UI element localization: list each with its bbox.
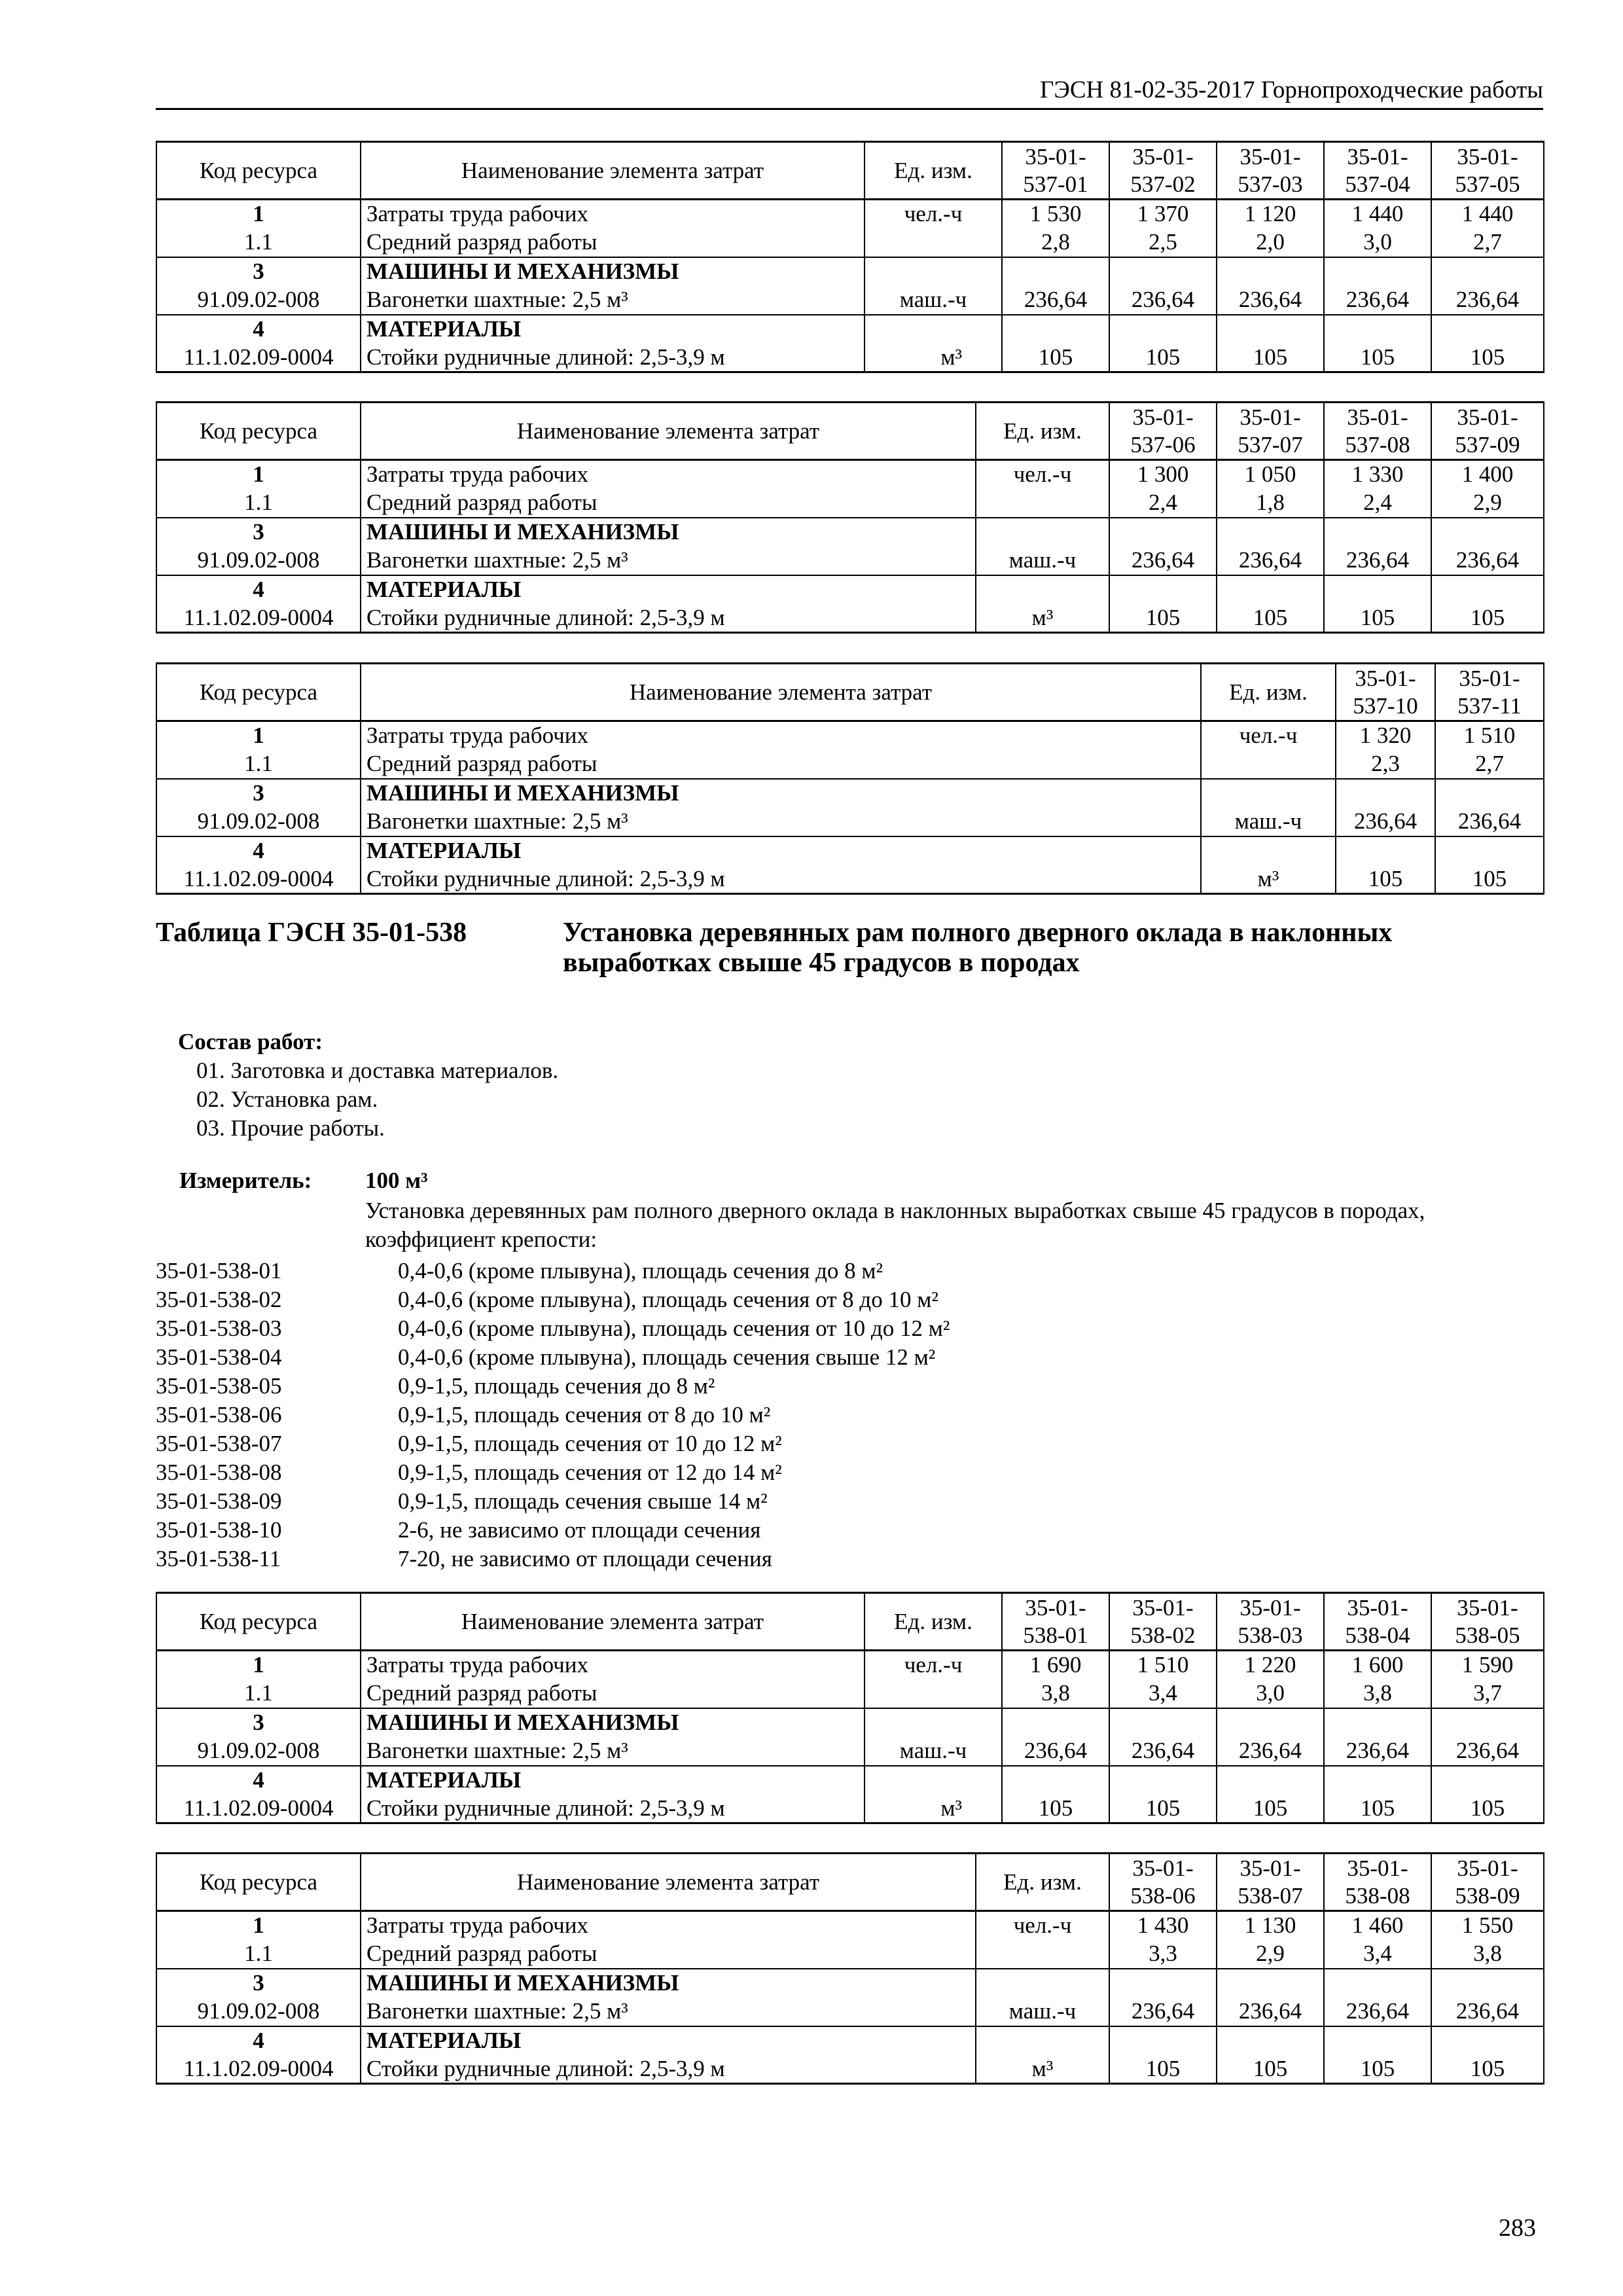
cell-value: 105 — [1217, 1795, 1324, 1823]
item-description: 0,4-0,6 (кроме плывуна), площадь сечения от 10 до 12 м² — [398, 1316, 950, 1341]
resource-code: 11.1.02.09-0004 — [156, 344, 361, 372]
resource-code: 11.1.02.09-0004 — [156, 865, 361, 894]
cell-value: 105 — [1217, 344, 1324, 372]
item-code: 35-01-538-08 — [156, 1460, 282, 1485]
cell-value: 105 — [1002, 1795, 1109, 1823]
resource-code: 11.1.02.09-0004 — [156, 2055, 361, 2084]
cell-value: 2,3 — [1336, 750, 1435, 779]
resource-table-2 — [156, 401, 1544, 634]
cell-value: 1 510 — [1109, 1651, 1217, 1679]
resource-name: Стойки рудничные длиной: 2,5-3,9 м — [361, 604, 976, 633]
cell-value: 105 — [1431, 2055, 1544, 2084]
cell-value: 3,8 — [1002, 1679, 1109, 1708]
cell-value: 105 — [1431, 604, 1544, 633]
table-row-wagon — [156, 808, 1544, 836]
cell-value: 3,3 — [1109, 1940, 1217, 1969]
cell-value: 3,0 — [1217, 1679, 1324, 1708]
col-header-unit: Ед. изм. — [1201, 664, 1336, 721]
cell-value: 105 — [1109, 604, 1217, 633]
resource-name: Средний разряд работы — [361, 1679, 865, 1708]
col-header-code-value: 35-01-538-08 — [1324, 1854, 1431, 1911]
meter-description: Установка деревянных рам полного дверного оклада в наклонных выработках свыше 45 градусов в породах, коэффициент крепости: — [365, 1198, 1425, 1252]
cell-value: 236,64 — [1109, 547, 1217, 575]
col-header-code-value: 35-01-538-07 — [1217, 1854, 1324, 1911]
resource-group-name: МАШИНЫ И МЕХАНИЗМЫ — [361, 518, 976, 547]
resource-unit: чел.-ч — [1201, 721, 1336, 750]
cell-value: 2,5 — [1109, 228, 1217, 257]
resource-group-name: МАТЕРИАЛЫ — [361, 575, 976, 604]
cell-value: 105 — [1431, 1795, 1544, 1823]
resource-code: 4 — [156, 2026, 361, 2055]
page-number: 283 — [1499, 2214, 1536, 2242]
cell-value: 105 — [1109, 2055, 1217, 2084]
item-code: 35-01-538-06 — [156, 1402, 282, 1427]
resource-unit — [865, 1679, 1002, 1708]
composition-item: 02. Установка рам. — [196, 1086, 378, 1112]
col-header-code-value: 35-01-538-05 — [1431, 1593, 1544, 1651]
item-code: 35-01-538-10 — [156, 1517, 282, 1543]
resource-name: Вагонетки шахтные: 2,5 м³ — [361, 1737, 865, 1766]
resource-name: Стойки рудничные длиной: 2,5-3,9 м — [361, 1795, 865, 1823]
resource-group-name: МАТЕРИАЛЫ — [361, 836, 1201, 865]
item-code: 35-01-538-01 — [156, 1258, 282, 1283]
col-header-unit: Ед. изм. — [976, 1854, 1109, 1911]
cell-value: 1 690 — [1002, 1651, 1109, 1679]
cell-value: 236,64 — [1324, 1998, 1431, 2026]
col-header-code-value: 35-01-537-07 — [1217, 403, 1324, 460]
cell-value: 1 590 — [1431, 1651, 1544, 1679]
resource-code: 4 — [156, 836, 361, 865]
resource-unit: м³ — [976, 2055, 1109, 2084]
table-row-labor — [156, 1911, 1544, 1940]
resource-code: 4 — [156, 575, 361, 604]
cell-value: 105 — [1324, 1795, 1431, 1823]
composition-item: 03. Прочие работы. — [196, 1115, 385, 1141]
running-header: ГЭСН 81-02-35-2017 Горнопроходческие работы — [156, 77, 1543, 110]
resource-code: 1 — [156, 721, 361, 750]
cell-value: 1 440 — [1324, 200, 1431, 228]
col-header-name: Наименование элемента затрат — [361, 403, 976, 460]
resource-name: Средний разряд работы — [361, 750, 1201, 779]
table-row-wagon — [156, 1998, 1544, 2026]
item-code: 35-01-538-04 — [156, 1344, 282, 1370]
col-header-code-value: 35-01-537-11 — [1435, 664, 1544, 721]
resource-unit: чел.-ч — [865, 1651, 1002, 1679]
col-header-code: Код ресурса — [156, 403, 361, 460]
resource-unit — [1201, 750, 1336, 779]
cell-value: 236,64 — [1217, 547, 1324, 575]
item-description: 2-6, не зависимо от площади сечения — [398, 1517, 761, 1543]
resource-unit: м³ — [865, 1795, 1002, 1823]
cell-value: 105 — [1002, 344, 1109, 372]
item-description: 0,9-1,5, площадь сечения от 8 до 10 м² — [398, 1402, 771, 1427]
col-header-code-value: 35-01-537-09 — [1431, 403, 1544, 460]
item-description: 0,9-1,5, площадь сечения от 10 до 12 м² — [398, 1431, 782, 1456]
table-row-materials — [156, 315, 1544, 344]
resource-group-name: МАТЕРИАЛЫ — [361, 315, 865, 344]
cell-value: 1 130 — [1217, 1911, 1324, 1940]
table-row-props — [156, 2055, 1544, 2084]
resource-code: 1 — [156, 1651, 361, 1679]
cell-value: 236,64 — [1217, 1737, 1324, 1766]
cell-value: 1,8 — [1217, 489, 1324, 518]
resource-code: 3 — [156, 1708, 361, 1737]
cell-value: 236,64 — [1109, 1737, 1217, 1766]
item-description: 0,4-0,6 (кроме плывуна), площадь сечения до 8 м² — [398, 1258, 883, 1283]
resource-name: Вагонетки шахтные: 2,5 м³ — [361, 286, 865, 315]
work-composition — [178, 1028, 558, 1143]
resource-name: Средний разряд работы — [361, 228, 865, 257]
col-header-code-value: 35-01-538-01 — [1002, 1593, 1109, 1651]
col-header-name: Наименование элемента затрат — [361, 664, 1201, 721]
resource-name: Затраты труда рабочих — [361, 1651, 865, 1679]
table-row-labor — [156, 1651, 1544, 1679]
item-description: 0,9-1,5, площадь сечения от 12 до 14 м² — [398, 1460, 782, 1485]
resource-unit — [976, 489, 1109, 518]
cell-value: 105 — [1435, 865, 1544, 894]
resource-code: 3 — [156, 779, 361, 808]
resource-code: 11.1.02.09-0004 — [156, 1795, 361, 1823]
meter-value: 100 м³ — [365, 1168, 428, 1193]
resource-name: Вагонетки шахтные: 2,5 м³ — [361, 1998, 976, 2026]
col-header-code-value: 35-01-537-05 — [1431, 142, 1544, 200]
table-row-materials — [156, 1766, 1544, 1795]
resource-code: 11.1.02.09-0004 — [156, 604, 361, 633]
cell-value: 1 370 — [1109, 200, 1217, 228]
table-row-wagon — [156, 547, 1544, 575]
composition-heading: Состав работ: — [178, 1029, 323, 1054]
table-header-row — [156, 1593, 1544, 1651]
resource-name: Затраты труда рабочих — [361, 721, 1201, 750]
table-row-wagon — [156, 1737, 1544, 1766]
col-header-code-value: 35-01-538-02 — [1109, 1593, 1217, 1651]
item-code: 35-01-538-07 — [156, 1431, 282, 1456]
table-row-grade — [156, 1940, 1544, 1969]
cell-value: 2,4 — [1324, 489, 1431, 518]
cell-value: 1 120 — [1217, 200, 1324, 228]
col-header-code-value: 35-01-537-01 — [1002, 142, 1109, 200]
cell-value: 236,64 — [1109, 286, 1217, 315]
col-header-name: Наименование элемента затрат — [361, 1593, 865, 1651]
cell-value: 3,8 — [1324, 1679, 1431, 1708]
col-header-unit: Ед. изм. — [865, 142, 1002, 200]
cell-value: 236,64 — [1435, 808, 1544, 836]
cell-value: 105 — [1336, 865, 1435, 894]
table-row-props — [156, 344, 1544, 372]
item-code: 35-01-538-05 — [156, 1373, 282, 1399]
resource-unit: маш.-ч — [976, 1998, 1109, 2026]
table-header-row — [156, 664, 1544, 721]
col-header-code-value: 35-01-537-06 — [1109, 403, 1217, 460]
item-code: 35-01-538-03 — [156, 1316, 282, 1341]
resource-unit: маш.-ч — [865, 286, 1002, 315]
table-row-grade — [156, 489, 1544, 518]
cell-value: 236,64 — [1217, 1998, 1324, 2026]
cell-value: 1 600 — [1324, 1651, 1431, 1679]
cell-value: 3,8 — [1431, 1940, 1544, 1969]
resource-code: 91.09.02-008 — [156, 547, 361, 575]
cell-value: 1 400 — [1431, 460, 1544, 489]
table-row-machines — [156, 779, 1544, 808]
item-code: 35-01-538-11 — [156, 1546, 281, 1571]
resource-unit: м³ — [865, 344, 1002, 372]
cell-value: 1 440 — [1431, 200, 1544, 228]
table-row-wagon — [156, 286, 1544, 315]
cell-value: 2,7 — [1435, 750, 1544, 779]
cell-value: 236,64 — [1431, 1998, 1544, 2026]
resource-group-name: МАШИНЫ И МЕХАНИЗМЫ — [361, 257, 865, 286]
cell-value: 236,64 — [1002, 286, 1109, 315]
resource-code: 1.1 — [156, 228, 361, 257]
col-header-code-value: 35-01-537-04 — [1324, 142, 1431, 200]
resource-code: 3 — [156, 257, 361, 286]
resource-unit: м³ — [976, 604, 1109, 633]
cell-value: 236,64 — [1109, 1998, 1217, 2026]
resource-group-name: МАТЕРИАЛЫ — [361, 1766, 865, 1795]
table-header-row — [156, 403, 1544, 460]
cell-value: 105 — [1109, 344, 1217, 372]
meter-label: Измеритель: — [179, 1168, 312, 1193]
item-description: 0,9-1,5, площадь сечения до 8 м² — [398, 1373, 715, 1399]
cell-value: 105 — [1217, 604, 1324, 633]
resource-unit — [976, 1940, 1109, 1969]
col-header-code-value: 35-01-538-09 — [1431, 1854, 1544, 1911]
col-header-code-value: 35-01-537-10 — [1336, 664, 1435, 721]
table-row-grade — [156, 228, 1544, 257]
resource-unit: чел.-ч — [865, 200, 1002, 228]
col-header-code-value: 35-01-537-03 — [1217, 142, 1324, 200]
table-row-machines — [156, 518, 1544, 547]
cell-value: 2,4 — [1109, 489, 1217, 518]
resource-unit: маш.-ч — [865, 1737, 1002, 1766]
col-header-code-value: 35-01-538-04 — [1324, 1593, 1431, 1651]
cell-value: 105 — [1431, 344, 1544, 372]
item-code: 35-01-538-02 — [156, 1287, 282, 1312]
resource-name: Затраты труда рабочих — [361, 460, 976, 489]
cell-value: 1 460 — [1324, 1911, 1431, 1940]
cell-value: 236,64 — [1336, 808, 1435, 836]
resource-code: 91.09.02-008 — [156, 1737, 361, 1766]
cell-value: 105 — [1324, 2055, 1431, 2084]
col-header-name: Наименование элемента затрат — [361, 1854, 976, 1911]
cell-value: 1 300 — [1109, 460, 1217, 489]
resource-code: 1 — [156, 200, 361, 228]
table-row-props — [156, 865, 1544, 894]
cell-value: 1 530 — [1002, 200, 1109, 228]
table-row-labor — [156, 721, 1544, 750]
cell-value: 3,4 — [1109, 1679, 1217, 1708]
item-description: 0,9-1,5, площадь сечения свыше 14 м² — [398, 1488, 768, 1514]
col-header-code: Код ресурса — [156, 1593, 361, 1651]
resource-group-name: МАШИНЫ И МЕХАНИЗМЫ — [361, 1969, 976, 1998]
resource-code: 3 — [156, 518, 361, 547]
resource-code: 4 — [156, 315, 361, 344]
table-row-materials — [156, 836, 1544, 865]
resource-table-1 — [156, 141, 1544, 373]
cell-value: 236,64 — [1431, 286, 1544, 315]
cell-value: 3,7 — [1431, 1679, 1544, 1708]
cell-value: 236,64 — [1324, 547, 1431, 575]
resource-name: Вагонетки шахтные: 2,5 м³ — [361, 808, 1201, 836]
resource-name: Средний разряд работы — [361, 489, 976, 518]
resource-group-name: МАШИНЫ И МЕХАНИЗМЫ — [361, 1708, 865, 1737]
cell-value: 1 430 — [1109, 1911, 1217, 1940]
cell-value: 1 050 — [1217, 460, 1324, 489]
cell-value: 1 550 — [1431, 1911, 1544, 1940]
resource-code: 1 — [156, 1911, 361, 1940]
resource-name: Затраты труда рабочих — [361, 1911, 976, 1940]
resource-code: 1 — [156, 460, 361, 489]
resource-name: Вагонетки шахтные: 2,5 м³ — [361, 547, 976, 575]
cell-value: 2,8 — [1002, 228, 1109, 257]
resource-group-name: МАШИНЫ И МЕХАНИЗМЫ — [361, 779, 1201, 808]
col-header-code-value: 35-01-538-03 — [1217, 1593, 1324, 1651]
cell-value: 3,4 — [1324, 1940, 1431, 1969]
table-row-props — [156, 1795, 1544, 1823]
resource-code: 91.09.02-008 — [156, 286, 361, 315]
resource-name: Стойки рудничные длиной: 2,5-3,9 м — [361, 865, 1201, 894]
item-description: 0,4-0,6 (кроме плывуна), площадь сечения от 8 до 10 м² — [398, 1287, 938, 1312]
col-header-name: Наименование элемента затрат — [361, 142, 865, 200]
resource-unit: чел.-ч — [976, 460, 1109, 489]
cell-value: 236,64 — [1002, 1737, 1109, 1766]
composition-item: 01. Заготовка и доставка материалов. — [196, 1058, 559, 1083]
resource-code: 1.1 — [156, 489, 361, 518]
cell-value: 2,9 — [1217, 1940, 1324, 1969]
resource-unit: м³ — [1201, 865, 1336, 894]
table-row-grade — [156, 750, 1544, 779]
cell-value: 1 510 — [1435, 721, 1544, 750]
resource-code: 91.09.02-008 — [156, 808, 361, 836]
cell-value: 3,0 — [1324, 228, 1431, 257]
cell-value: 105 — [1217, 2055, 1324, 2084]
cell-value: 105 — [1109, 1795, 1217, 1823]
resource-table-4 — [156, 1592, 1544, 1824]
cell-value: 236,64 — [1324, 1737, 1431, 1766]
item-description: 7-20, не зависимо от площади сечения — [398, 1546, 772, 1571]
resource-code: 3 — [156, 1969, 361, 1998]
cell-value: 2,0 — [1217, 228, 1324, 257]
col-header-code-value: 35-01-538-06 — [1109, 1854, 1217, 1911]
col-header-code-value: 35-01-537-08 — [1324, 403, 1431, 460]
cell-value: 1 220 — [1217, 1651, 1324, 1679]
table-row-machines — [156, 1708, 1544, 1737]
table-row-labor — [156, 200, 1544, 228]
resource-name: Затраты труда рабочих — [361, 200, 865, 228]
col-header-unit: Ед. изм. — [865, 1593, 1002, 1651]
table-row-machines — [156, 257, 1544, 286]
table-name: Установка деревянных рам полного дверного оклада в наклонных выработках свыше 45 градусов в породах — [563, 918, 1393, 978]
col-header-unit: Ед. изм. — [976, 403, 1109, 460]
resource-group-name: МАТЕРИАЛЫ — [361, 2026, 976, 2055]
resource-unit — [865, 228, 1002, 257]
table-row-materials — [156, 2026, 1544, 2055]
col-header-code: Код ресурса — [156, 664, 361, 721]
cell-value: 2,7 — [1431, 228, 1544, 257]
cell-value: 236,64 — [1324, 286, 1431, 315]
resource-code: 91.09.02-008 — [156, 1998, 361, 2026]
table-row-materials — [156, 575, 1544, 604]
cell-value: 1 330 — [1324, 460, 1431, 489]
col-header-code-value: 35-01-537-02 — [1109, 142, 1217, 200]
cell-value: 105 — [1324, 604, 1431, 633]
table-header-row — [156, 1854, 1544, 1911]
item-code: 35-01-538-09 — [156, 1488, 282, 1514]
table-number: Таблица ГЭСН 35-01-538 — [156, 918, 467, 948]
resource-table-3 — [156, 662, 1544, 895]
table-row-props — [156, 604, 1544, 633]
resource-name: Средний разряд работы — [361, 1940, 976, 1969]
table-header-row — [156, 142, 1544, 200]
cell-value: 1 320 — [1336, 721, 1435, 750]
table-row-labor — [156, 460, 1544, 489]
cell-value: 236,64 — [1431, 547, 1544, 575]
resource-code: 1.1 — [156, 1679, 361, 1708]
cell-value: 2,9 — [1431, 489, 1544, 518]
table-row-machines — [156, 1969, 1544, 1998]
resource-unit: маш.-ч — [1201, 808, 1336, 836]
cell-value: 105 — [1324, 344, 1431, 372]
resource-code: 1.1 — [156, 1940, 361, 1969]
resource-code: 1.1 — [156, 750, 361, 779]
cell-value: 236,64 — [1217, 286, 1324, 315]
resource-name: Стойки рудничные длиной: 2,5-3,9 м — [361, 2055, 976, 2084]
resource-unit: маш.-ч — [976, 547, 1109, 575]
cell-value: 236,64 — [1431, 1737, 1544, 1766]
resource-table-5 — [156, 1852, 1544, 2085]
item-description: 0,4-0,6 (кроме плывуна), площадь сечения свыше 12 м² — [398, 1344, 936, 1370]
resource-name: Стойки рудничные длиной: 2,5-3,9 м — [361, 344, 865, 372]
col-header-code: Код ресурса — [156, 1854, 361, 1911]
resource-unit: чел.-ч — [976, 1911, 1109, 1940]
table-row-grade — [156, 1679, 1544, 1708]
col-header-code: Код ресурса — [156, 142, 361, 200]
resource-code: 4 — [156, 1766, 361, 1795]
